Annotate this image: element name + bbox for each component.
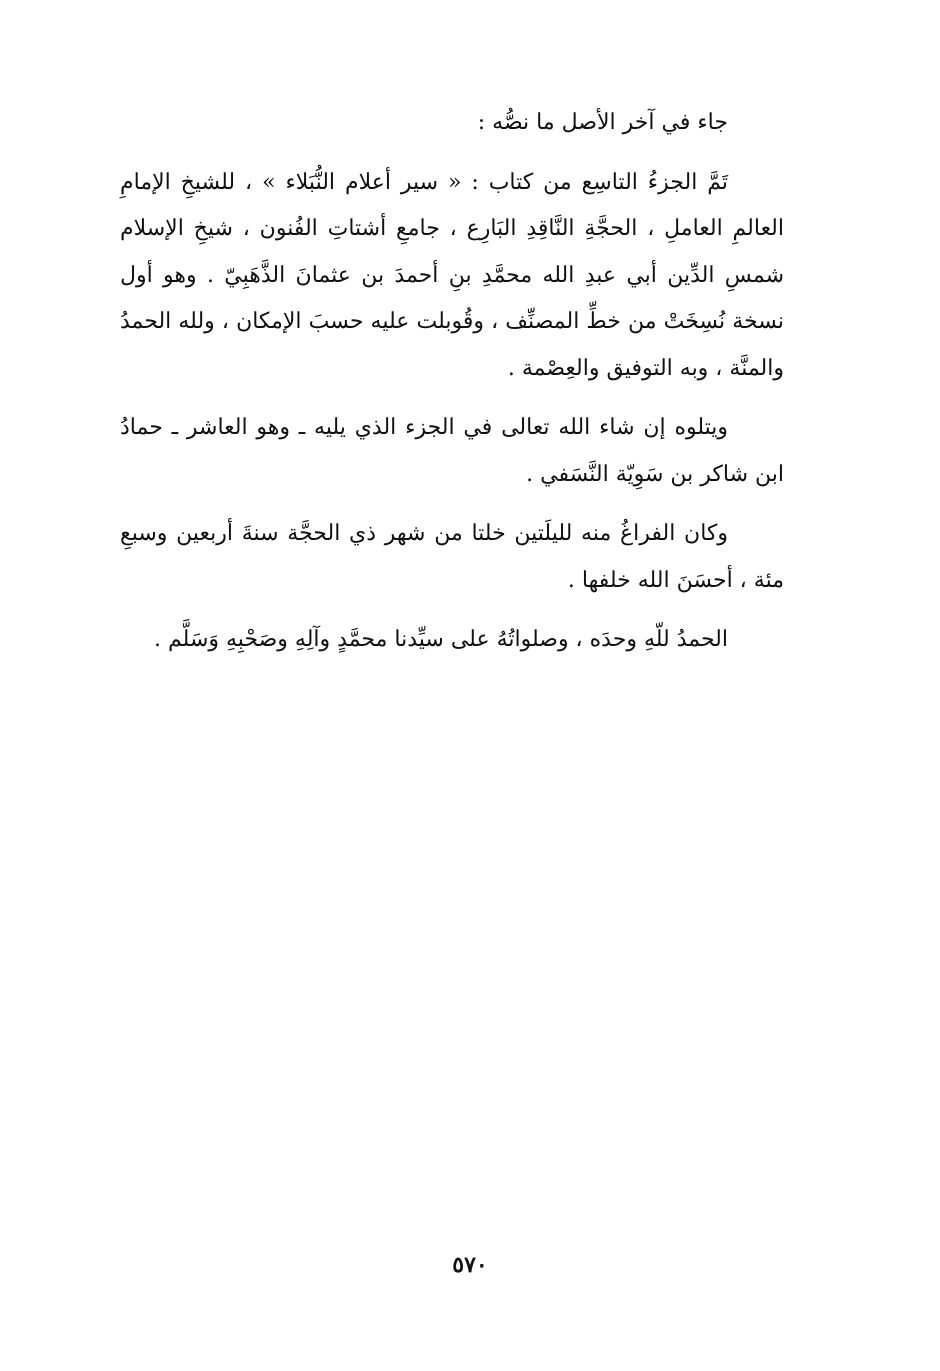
- body-text: [120, 100, 784, 664]
- page-number: ٥٧٠: [452, 1252, 488, 1278]
- paragraph-2: ويتلوه إن شاء الله تعالى في الجزء الذي يليه ـ وهو العاشر ـ حمادُ ابن شاكر بن سَوِيّة النَّسَفي .: [120, 415, 784, 487]
- paragraph-1: تَمَّ الجزءُ التاسِع من كتاب : « سير أعلام النُّبَلاء » ، للشيخِ الإمامِ العالمِ العاملِ ، الحجَّةِ النَّاقِدِ البَارِع ، جامعِ أشتاتِ الفُنون ، شيخِ الإسلام شمسِ الدِّين أبي عبدِ الله محمَّدِ بنِ أحمدَ بن عثمانَ الذَّهَبِيّ . وهو أول نسخة نُسِخَتْ من خطِّ المصنِّف ، وقُوبلت عليه حسبَ الإمكان ، ولله الحمدُ والمنَّة ، وبه التوفيق والعِصْمة .: [120, 169, 784, 381]
- paragraph-4: الحمدُ للّهِ وحدَه ، وصلواتُهُ على سيِّدنا محمَّدٍ وآلِهِ وصَحْبِهِ وَسَلَّم .: [154, 627, 728, 652]
- colophon-heading: جاء في آخر الأصل ما نصُّه :: [477, 110, 728, 135]
- paragraph-3: وكان الفراغُ منه لليلَتين خلتا من شهر ذي الحجَّة سنةَ أربعين وسبعِ مئة ، أحسَنَ الله خلفها .: [120, 521, 784, 593]
